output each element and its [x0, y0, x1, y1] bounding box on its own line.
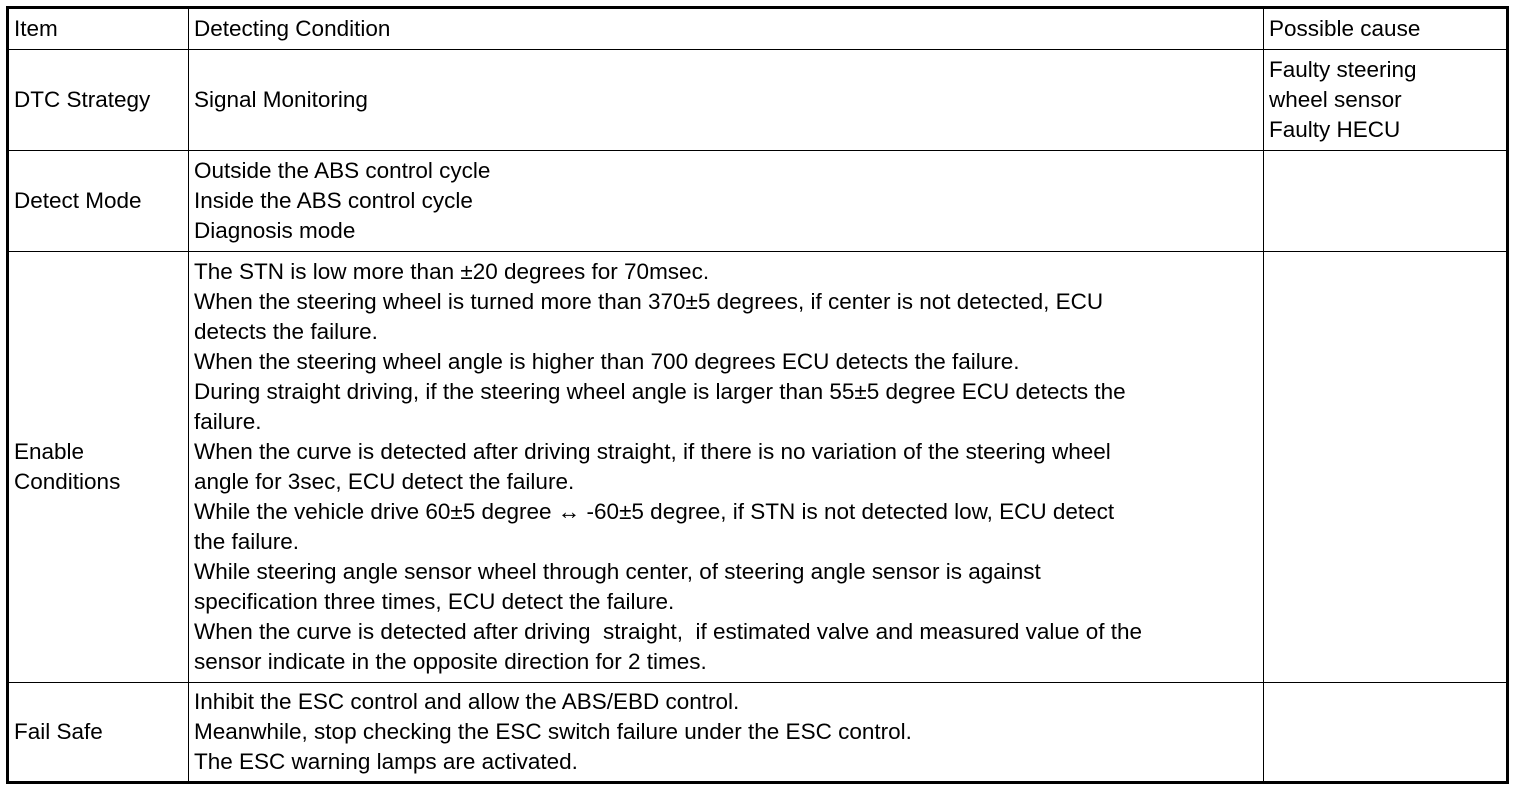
table-row [8, 151, 1508, 252]
condition-line: The ESC warning lamps are activated. [194, 749, 578, 774]
header-detecting-condition: Detecting Condition [189, 8, 1264, 50]
condition-line: Meanwhile, stop checking the ESC switch failure under the ESC control. [194, 719, 912, 744]
row-condition [189, 683, 1264, 783]
condition-line: Inhibit the ESC control and allow the ABS/EBD control. [194, 689, 740, 714]
condition-line: Diagnosis mode [194, 218, 356, 243]
cause-line: wheel sensor [1269, 87, 1402, 112]
condition-line: sensor indicate in the opposite direction for 2 times. [194, 649, 707, 674]
row-condition [189, 151, 1264, 252]
condition-line: angle for 3sec, ECU detect the failure. [194, 469, 575, 494]
condition-line: Inside the ABS control cycle [194, 188, 473, 213]
header-item: Item [8, 8, 189, 50]
row-item: Fail Safe [8, 683, 189, 783]
condition-line: detects the failure. [194, 319, 378, 344]
row-cause [1264, 50, 1508, 151]
condition-line: When the curve is detected after driving straight, if there is no variation of the steering wheel [194, 439, 1111, 464]
cause-line: Faulty HECU [1269, 117, 1401, 142]
item-line: Conditions [14, 469, 121, 494]
header-possible-cause: Possible cause [1264, 8, 1508, 50]
condition-line: While the vehicle drive 60±5 degree ↔ -60±5 degree, if STN is not detected low, ECU detect [194, 499, 1115, 524]
item-line: Enable [14, 439, 85, 464]
row-item: Detect Mode [8, 151, 189, 252]
dtc-table [6, 6, 1509, 784]
condition-line: While steering angle sensor wheel through center, of steering angle sensor is against [194, 559, 1041, 584]
row-condition [189, 50, 1264, 151]
condition-line: Signal Monitoring [194, 87, 368, 112]
condition-line: Outside the ABS control cycle [194, 158, 491, 183]
condition-line: failure. [194, 409, 262, 434]
condition-line: The STN is low more than ±20 degrees for 70msec. [194, 259, 710, 284]
table-row [8, 252, 1508, 683]
condition-line: When the steering wheel is turned more than 370±5 degrees, if center is not detected, ECU [194, 289, 1104, 314]
row-item: DTC Strategy [8, 50, 189, 151]
table-row [8, 683, 1508, 783]
condition-line: the failure. [194, 529, 300, 554]
row-cause-empty [1264, 683, 1508, 783]
cause-line: Faulty steering [1269, 57, 1417, 82]
condition-line: When the steering wheel angle is higher than 700 degrees ECU detects the failure. [194, 349, 1020, 374]
header-row [8, 8, 1508, 50]
row-cause-empty [1264, 252, 1508, 683]
condition-line: When the curve is detected after driving straight, if estimated valve and measured value of the [194, 619, 1142, 644]
condition-line: During straight driving, if the steering wheel angle is larger than 55±5 degree ECU detects the [194, 379, 1126, 404]
row-cause-empty [1264, 151, 1508, 252]
table-row [8, 50, 1508, 151]
row-item [8, 252, 189, 683]
condition-line: specification three times, ECU detect the failure. [194, 589, 675, 614]
row-condition [189, 252, 1264, 683]
